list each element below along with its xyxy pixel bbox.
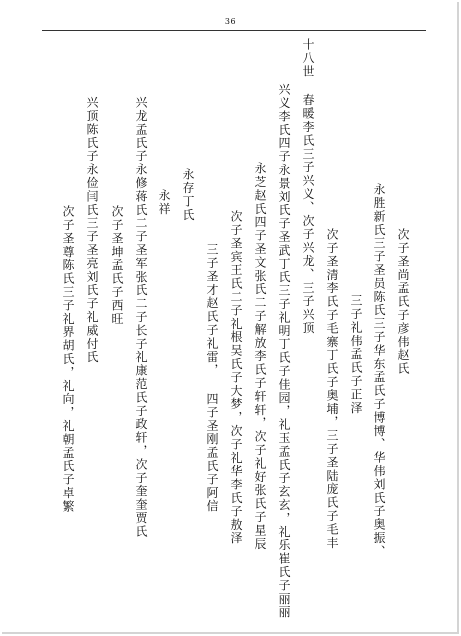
text-line-8: 次子圣宾王氏二子礼根吴氏子大梦，次子礼华李氏子敖泽 bbox=[229, 210, 243, 545]
text-line-10: 永存丁氏 bbox=[181, 168, 195, 222]
text-line-4: 次子圣清李氏子毛寨丁氏子奥埔，三子圣陆庞氏子毛丰 bbox=[325, 228, 339, 550]
text-line-13: 次子圣坤孟氏子西旺 bbox=[110, 205, 124, 326]
text-line-11: 永祥 bbox=[157, 189, 171, 216]
text-line-2: 永胜新氏三子圣员陈氏三子华东孟氏子博博、华伟刘氏子奥振、 bbox=[372, 183, 386, 559]
text-line-5: 十八世 春暖李氏三子兴义、次子兴龙、三子兴顶 bbox=[301, 38, 315, 335]
page-number: 36 bbox=[224, 17, 237, 26]
text-line-15: 次子圣尊陈氏三子礼界胡氏，礼向，礼朝孟氏子卓繁 bbox=[61, 205, 75, 514]
text-line-12: 兴龙孟氏子永修蒋氏二子圣军张氏二子长子礼康范氏子政轩，次子奎奎贾氏 bbox=[134, 96, 148, 539]
text-line-6: 兴义李氏四子永景刘氏子圣武丁氏三子礼明丁氏子佳园，礼玉孟氏子玄玄，礼乐崔氏子丽丽 bbox=[277, 83, 291, 619]
text-line-7: 永芝赵氏四子圣文张氏二子解放李氏子轩轩，次子礼好张氏子星辰 bbox=[253, 162, 267, 551]
text-line-14: 兴顶陈氏子永俭闫氏三子圣亮刘氏子礼威付氏 bbox=[85, 96, 99, 364]
text-line-3: 三子礼伟孟氏子正泽 bbox=[349, 294, 363, 415]
text-line-1: 次子圣尚孟氏子彦伟赵氏 bbox=[396, 228, 410, 376]
header-rule bbox=[42, 30, 426, 31]
text-line-9: 三子圣才赵氏子礼雷， 四子圣刚孟氏子阿信 bbox=[205, 243, 219, 513]
